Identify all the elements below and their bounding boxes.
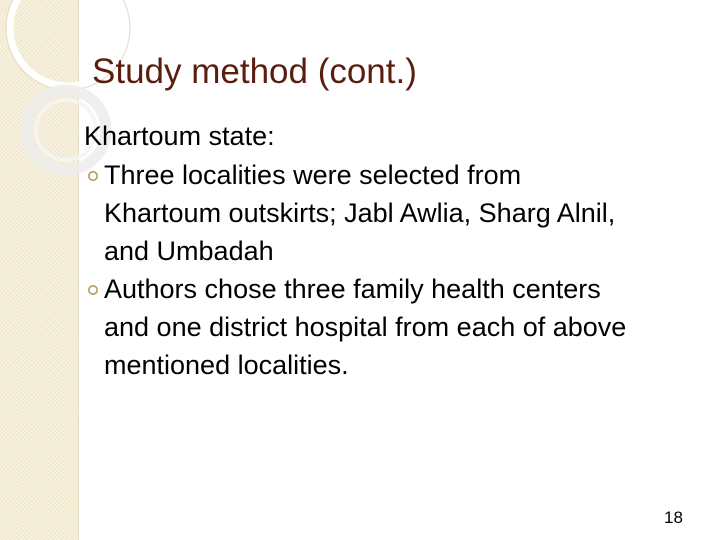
bullet-item-health-centers (84, 270, 644, 384)
bullet-text: Authors chose three family health centers and one district hospital from each of above mentioned localities. (104, 274, 627, 380)
bullet-text: Three localities were selected from Khartoum outskirts; Jabl Awlia, Sharg Alnil, and Umbadah (104, 160, 616, 266)
ring-bullet-icon (87, 170, 99, 182)
page-number: 18 (664, 508, 683, 527)
slide-title: Study method (cont.) (92, 52, 417, 91)
ring-bullet-icon (87, 284, 99, 296)
bullet-item-localities (84, 156, 644, 270)
slide-body (84, 118, 644, 384)
section-heading: Khartoum state: (84, 121, 275, 151)
